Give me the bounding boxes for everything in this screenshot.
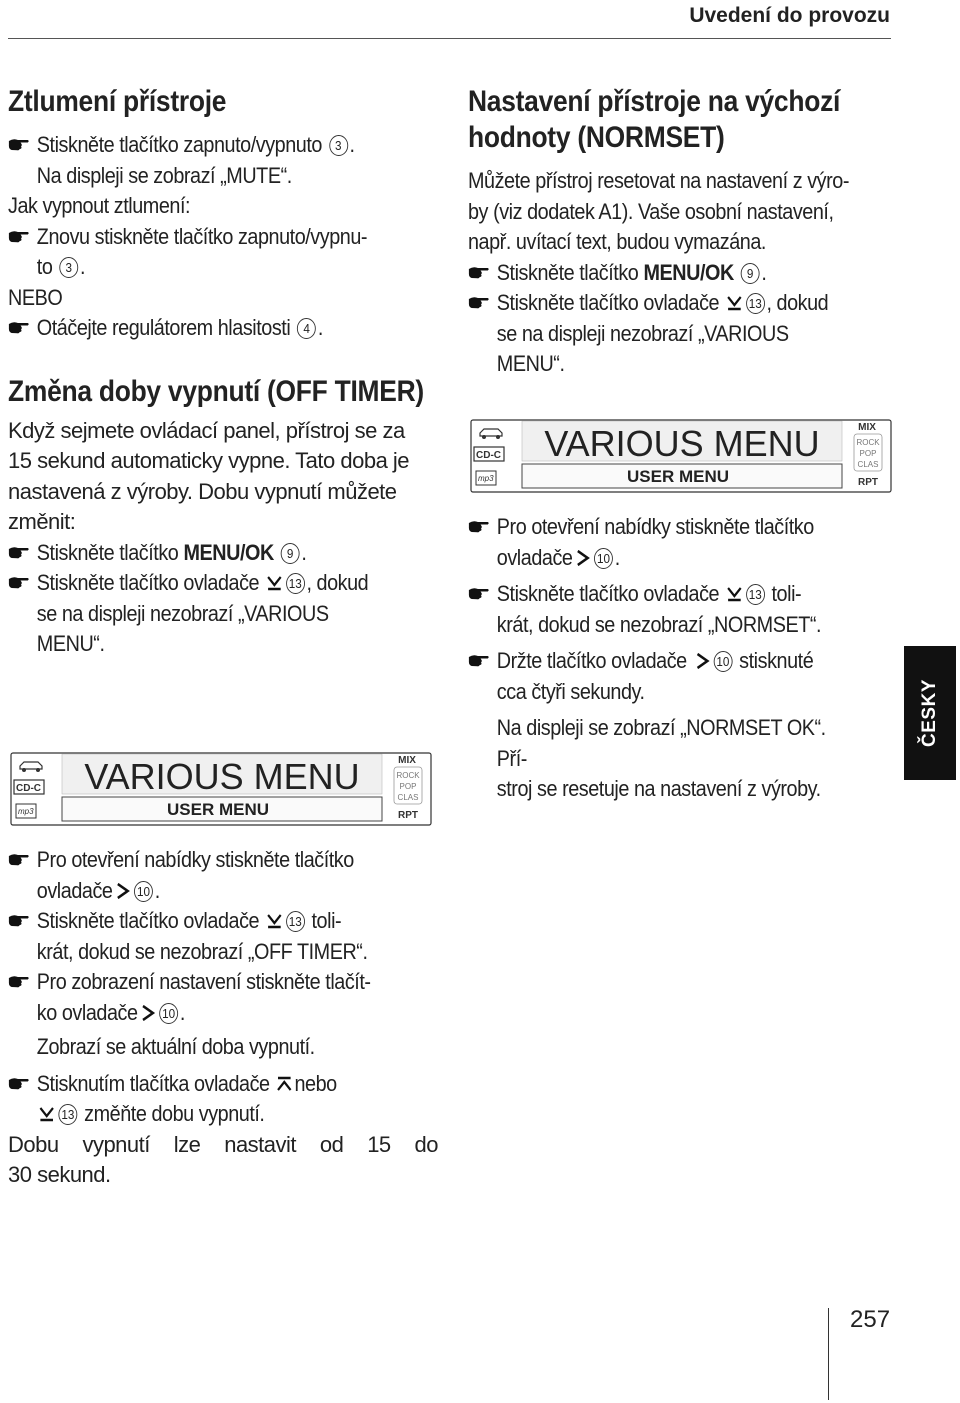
display-main-text: VARIOUS MENU xyxy=(84,756,360,797)
timer-show-note: Zobrazí se aktuální doba vypnutí. xyxy=(36,1034,315,1059)
control-down-icon xyxy=(726,295,742,311)
mp3-label: mp3 xyxy=(478,474,494,483)
control-down-icon xyxy=(726,586,742,602)
normset-heading-1: Nastavení přístroje na výchozí xyxy=(468,85,841,118)
display-main-text: VARIOUS MENU xyxy=(544,423,820,464)
normset-step-menu: Stiskněte tlačítko MENU/OK 9 . xyxy=(468,258,855,289)
pointing-hand-icon xyxy=(468,518,490,534)
key-number: 4 xyxy=(297,318,316,339)
timer-step-show: Pro zobrazení nastavení stiskněte tlačít- ko ovladače 10 . xyxy=(8,967,395,1028)
pointing-hand-icon xyxy=(8,136,30,152)
cdc-label: CD-C xyxy=(16,783,41,794)
language-tab-label: ČESKY xyxy=(919,679,940,747)
control-down-icon xyxy=(266,575,282,591)
mute-heading: Ztlumení přístroje xyxy=(8,85,227,118)
right-column xyxy=(468,84,898,380)
key-number: 13 xyxy=(58,1104,77,1125)
pointing-hand-icon xyxy=(468,585,490,601)
key-number: 13 xyxy=(286,911,305,932)
mix-label: MIX xyxy=(858,422,876,433)
normset-step-down: Stiskněte tlačítko ovladače 13 , dokud se na displeji nezobrazí „VARIOUS MENU“. xyxy=(468,288,855,380)
control-down-icon xyxy=(39,1106,55,1122)
svg-text:POP: POP xyxy=(859,449,877,458)
language-tab xyxy=(904,646,956,780)
page-number-rule xyxy=(828,1308,829,1400)
timer-step-down: Stiskněte tlačítko ovladače 13 , dokud se na displeji nezobrazí „VARIOUS MENU“. xyxy=(8,568,395,660)
normset-heading-2: hodnoty (NORMSET) xyxy=(468,121,725,154)
normset-step-open: Pro otevření nabídky stiskněte tlačítko ovladače 10 . xyxy=(468,512,855,573)
cdc-label: CD-C xyxy=(476,450,501,461)
normset-note: Na displeji se zobrazí „NORMSET OK“. Pří- stroj se resetuje na nastavení z výroby. xyxy=(496,715,826,801)
pointing-hand-icon xyxy=(8,228,30,244)
radio-display-left xyxy=(10,752,432,826)
pointing-hand-icon xyxy=(468,294,490,310)
timer-step-menu: Stiskněte tlačítko MENU/OK 9 . xyxy=(8,538,395,569)
svg-text:CLAS: CLAS xyxy=(397,793,419,802)
key-number: 13 xyxy=(746,293,765,314)
timer-intro: Když sejmete ovládací panel, přístroj se za 15 sekund automaticky vypne. Tato doba je nastavená z výroby. Dobu vypnutí můžete změnit: xyxy=(8,417,410,534)
radio-display-right xyxy=(470,419,892,493)
header-rule xyxy=(8,38,891,39)
key-number: 10 xyxy=(713,651,732,672)
pointing-hand-icon xyxy=(8,973,30,989)
svg-text:ROCK: ROCK xyxy=(856,438,880,447)
pointing-hand-icon xyxy=(8,544,30,560)
rpt-label: RPT xyxy=(398,810,418,821)
pointing-hand-icon xyxy=(8,851,30,867)
mute-howto: Jak vypnout ztlumení: xyxy=(8,193,191,218)
svg-text:CLAS: CLAS xyxy=(857,460,879,469)
timer-step-open: Pro otevření nabídky stiskněte tlačítko ovladače 10 . xyxy=(8,845,395,906)
svg-text:POP: POP xyxy=(399,782,417,791)
key-number: 3 xyxy=(329,135,348,156)
or-label: NEBO xyxy=(8,284,63,310)
pointing-hand-icon xyxy=(8,1075,30,1091)
pointing-hand-icon xyxy=(8,912,30,928)
control-right-icon xyxy=(139,1005,155,1021)
normset-intro: Můžete přístroj resetovat na nastavení z výro- by (viz dodatek A1). Vaše osobní nastavení, např. uvítací text, budou vymazána. xyxy=(468,168,849,254)
timer-range-2: 30 sekund. xyxy=(8,1162,111,1187)
key-number: 10 xyxy=(594,548,613,569)
control-right-icon xyxy=(114,883,130,899)
pointing-hand-icon xyxy=(468,264,490,280)
left-column xyxy=(8,84,438,660)
display-sub-text: USER MENU xyxy=(166,800,270,819)
key-number: 9 xyxy=(741,263,760,284)
key-number: 13 xyxy=(746,584,765,605)
svg-text:ROCK: ROCK xyxy=(396,771,420,780)
page-header-title: Uvedení do provozu xyxy=(689,4,890,27)
timer-step-select: Stiskněte tlačítko ovladače 13 toli- krát, dokud se nezobrazí „OFF TIMER“. xyxy=(8,906,395,967)
pointing-hand-icon xyxy=(468,652,490,668)
key-number: 13 xyxy=(286,573,305,594)
page-number: 257 xyxy=(850,1306,891,1333)
timer-step-change: Stisknutím tlačítka ovladače nebo 13 změňte dobu vypnutí. xyxy=(8,1069,395,1130)
key-number: 3 xyxy=(59,257,78,278)
pointing-hand-icon xyxy=(8,574,30,590)
normset-step-select: Stiskněte tlačítko ovladače 13 toli- krát, dokud se nezobrazí „NORMSET“. xyxy=(468,579,855,640)
pointing-hand-icon xyxy=(8,319,30,335)
control-down-icon xyxy=(266,913,282,929)
normset-step-hold: Držte tlačítko ovladače 10 stisknuté cca čtyři sekundy. xyxy=(468,646,855,707)
left-column-lower xyxy=(8,845,438,1191)
unmute-step-power: Znovu stiskněte tlačítko zapnuto/vypnu- to 3 . xyxy=(8,222,395,283)
mp3-label: mp3 xyxy=(18,807,34,816)
display-sub-text: USER MENU xyxy=(626,467,730,486)
control-right-icon xyxy=(694,653,710,669)
right-column-lower xyxy=(468,512,898,805)
key-number: 10 xyxy=(159,1003,178,1024)
mute-note: Na displeji se zobrazí „MUTE“. xyxy=(36,162,292,188)
unmute-step-volume: Otáčejte regulátorem hlasitosti 4 . xyxy=(8,313,395,344)
control-right-icon xyxy=(574,550,590,566)
mix-label: MIX xyxy=(398,755,416,766)
mute-step-power: Stiskněte tlačítko zapnuto/vypnuto 3 . xyxy=(8,130,395,161)
key-number: 9 xyxy=(281,543,300,564)
rpt-label: RPT xyxy=(858,477,878,488)
timer-range: Dobu vypnutí lze nastavit od 15 do xyxy=(8,1131,438,1157)
control-up-icon xyxy=(276,1076,292,1092)
timer-heading: Změna doby vypnutí (OFF TIMER) xyxy=(8,374,424,408)
key-number: 10 xyxy=(134,881,153,902)
